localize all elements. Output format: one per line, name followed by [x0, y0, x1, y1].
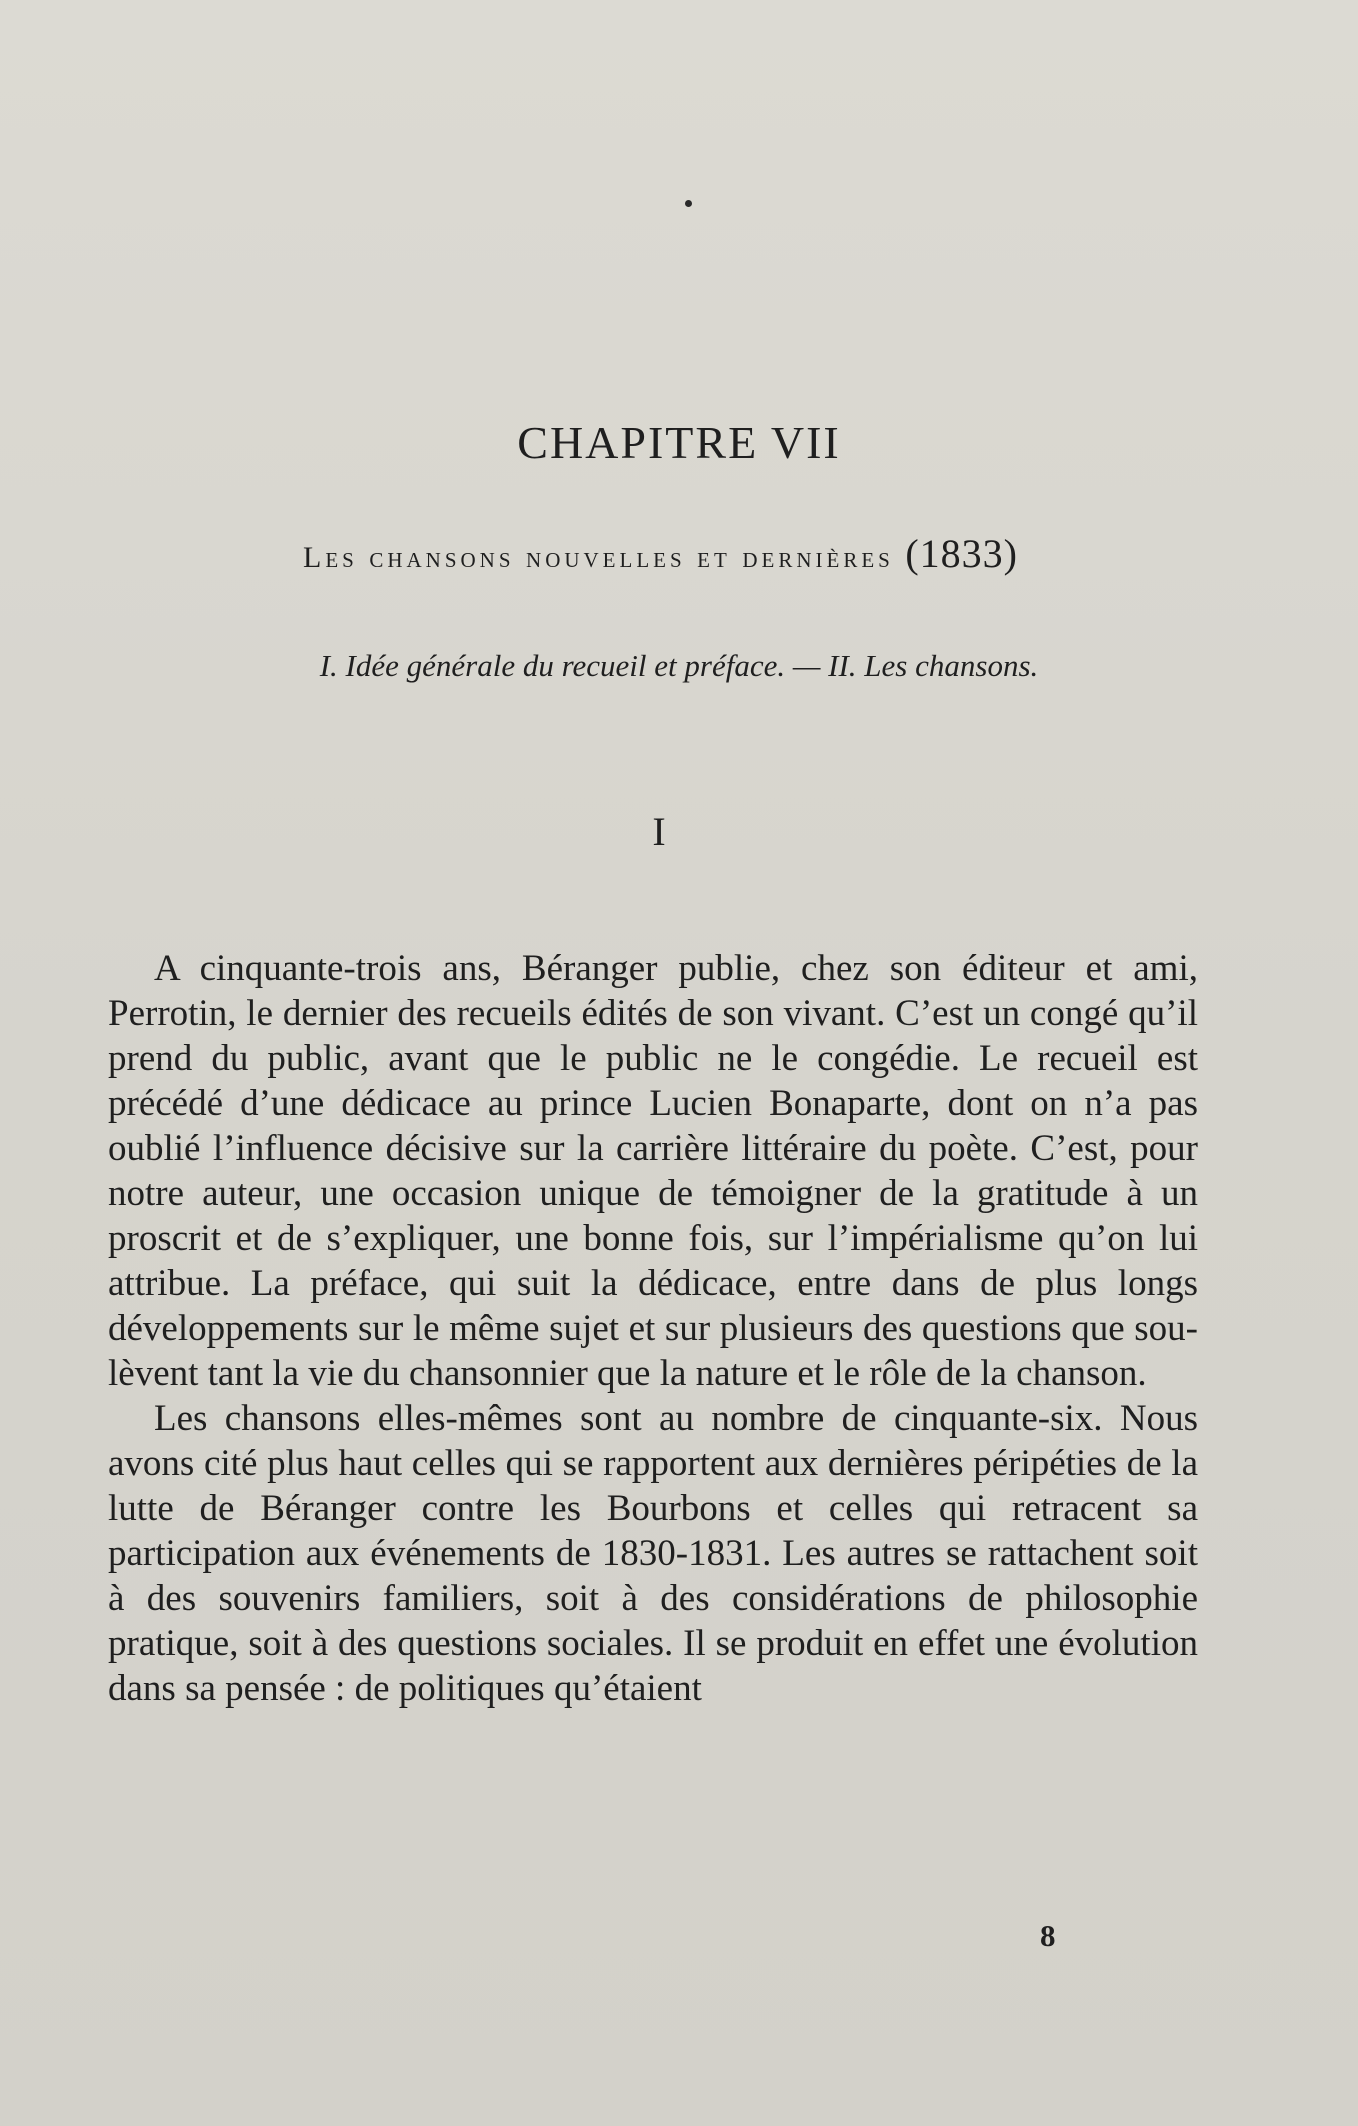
ink-speck	[685, 200, 692, 207]
section-number: I	[652, 809, 666, 854]
chapter-summary: I. Idée générale du recueil et préface. — II. Les chansons.	[319, 648, 1039, 683]
chapter-subtitle-text: Les chansons nouvelles et dernières	[303, 541, 894, 574]
paragraph-2: Les chansons elles-mêmes sont au nombre de cinquante-six. Nous avons cité plus haut celles qui se rapportent aux dernières péripéties de la lutte de Béranger contre les Bourbons et celles qui retracent sa participation aux événements de 1830-1831. Les autres se rattachent soit à des souvenirs familiers, soit à des considérations de philosophie pratique, soit à des questions sociales. Il se produit en effet une évolution dans sa pensée : de politiques qu’étaient	[108, 1398, 1198, 1709]
chapter-title: CHAPITRE VII	[517, 417, 841, 468]
chapter-subtitle	[118, 531, 1203, 576]
page-number: 8	[1040, 1918, 1056, 1953]
paragraph-1: A cinquante-trois ans, Béranger publie, chez son éditeur et ami, Perrotin, le dernier des recueils édités de son vivant. C’est un congé qu’il prend du public, avant que le public ne le congédie. Le recueil est précédé d’une dédicace au prince Lucien Bonaparte, dont on n’a pas oublié l’influence décisive sur la carrière littéraire du poète. C’est, pour notre auteur, une occasion unique de témoigner de la gratitude à un proscrit et de s’expliquer, une bonne fois, sur l’impérialisme qu’on lui attribue. La préface, qui suit la dédicace, entre dans de plus longs développements sur le même sujet et sur plusieurs des questions que soulèvent tant la vie du chansonnier que la nature et le rôle de la chanson.	[108, 948, 1198, 1394]
chapter-year: (1833)	[905, 531, 1018, 576]
body-text	[108, 946, 1198, 1711]
